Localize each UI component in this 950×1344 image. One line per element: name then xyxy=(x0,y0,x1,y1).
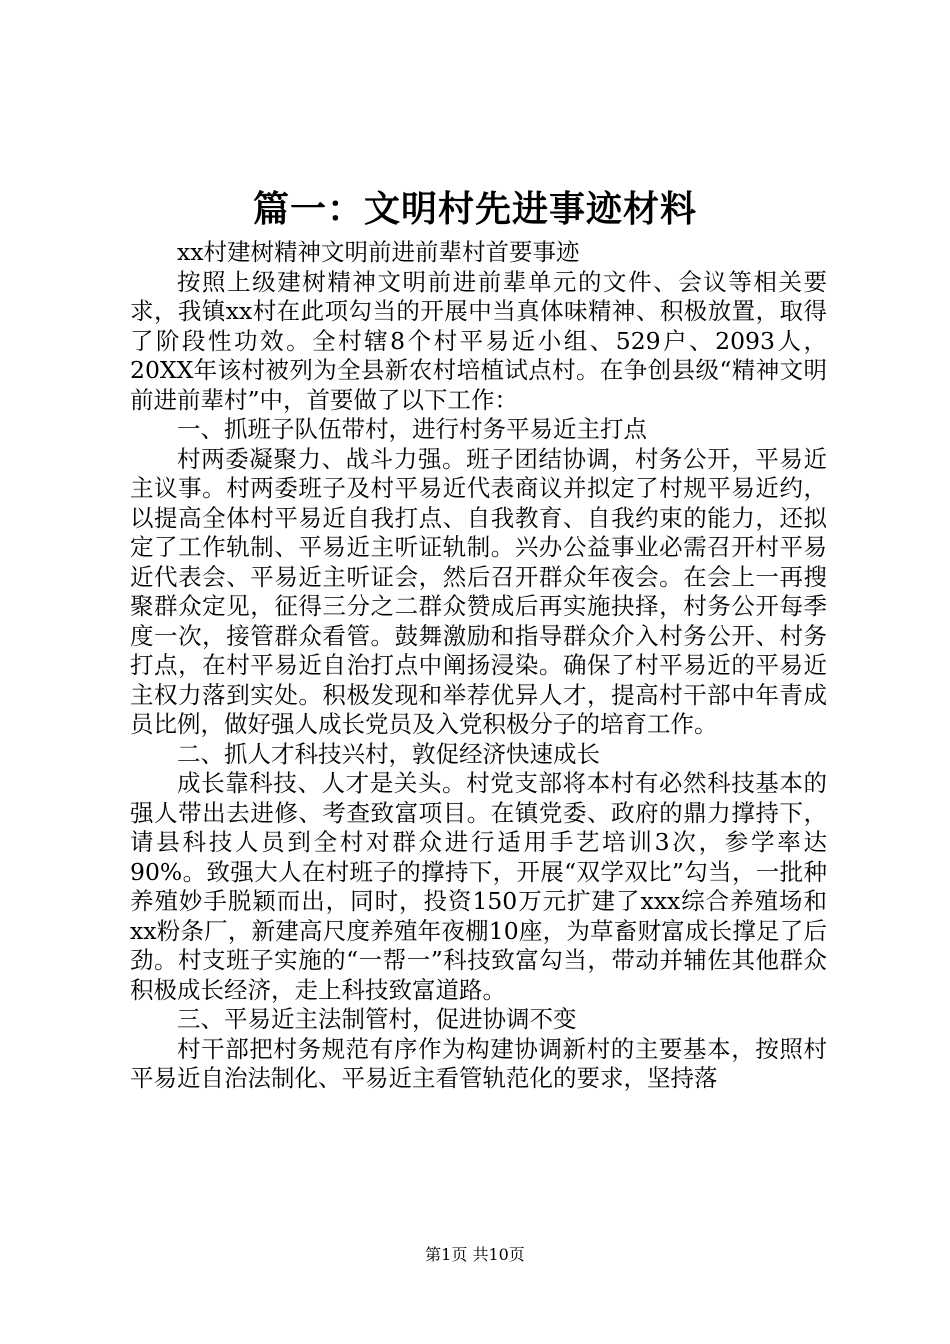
paragraph-section-1: 村两委凝聚力、战斗力强。班子团结协调，村务公开，平易近主议事。村两委班子及村平易近代表商议并拟定了村规平易近约，以提高全体村平易近自我打点、自我教育、自我约束的能力，还拟定了工作轨制、平易近主听证轨制。兴办公益事业必需召开村平易近代表会、平易近主听证会，然后召开群众年夜会。在会上一再搜聚群众定见，征得三分之二群众赞成后再实施抉择，村务公开每季度一次，接管群众看管。鼓舞激励和指导群众介入村务公开、村务打点，在村平易近自治打点中阐扬浸染。确保了村平易近的平易近主权力落到实处。积极发现和举荐优异人才，提高村干部中年青成员比例，做好强人成长党员及入党积极分子的培育工作。 xyxy=(130,444,827,738)
document-body xyxy=(130,238,827,1094)
paragraph-subtitle: xx村建树精神文明前进前辈村首要事迹 xyxy=(177,238,580,266)
section-heading-1: 一、抓班子队伍带村，进行村务平易近主打点 xyxy=(177,415,647,443)
paragraph-intro: 按照上级建树精神文明前进前辈单元的文件、会议等相关要求，我镇xx村在此项勾当的开展中当真体味精神、积极放置，取得了阶段性功效。全村辖8个村平易近小组、529户、2093人，20XX年该村被列为全县新农村培植试点村。在争创县级“精神文明前进前辈村”中，首要做了以下工作： xyxy=(130,267,827,414)
paragraph-section-3: 村干部把村务规范有序作为构建协调新村的主要基本，按照村平易近自治法制化、平易近主看管轨范化的要求，坚持落 xyxy=(130,1034,827,1092)
paragraph-section-2: 成长靠科技、人才是关头。村党支部将本村有必然科技基本的强人带出去进修、考查致富项目。在镇党委、政府的鼎力撑持下，请县科技人员到全村对群众进行适用手艺培训3次，参学率达90%。致强大人在村班子的撑持下，开展“双学双比”勾当，一批种养殖妙手脱颖而出，同时，投资150万元扩建了xxx综合养殖场和xx粉条厂，新建高尺度养殖年夜棚10座，为草畜财富成长撑足了后劲。村支班子实施的“一帮一”科技致富勾当，带动并辅佐其他群众积极成长经济，走上科技致富道路。 xyxy=(130,769,827,1004)
document-title: 篇一：文明村先进事迹材料 xyxy=(252,188,697,230)
section-heading-3: 三、平易近主法制管村，促进协调不变 xyxy=(177,1005,577,1033)
section-heading-2: 二、抓人才科技兴村，敦促经济快速成长 xyxy=(177,739,600,768)
page-footer: 第1页 共10页 xyxy=(425,1245,525,1264)
